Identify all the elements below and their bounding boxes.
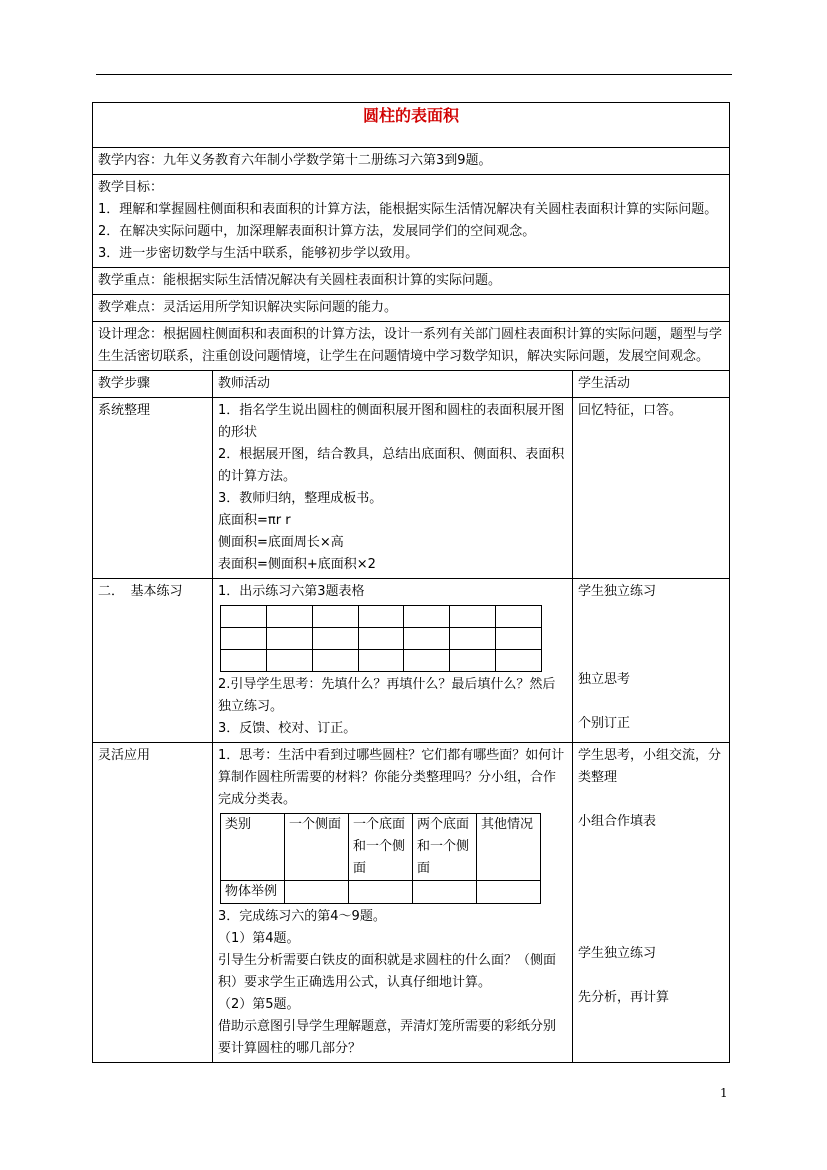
class-row-label: 物体举例	[221, 881, 285, 904]
difficulty: 教学难点：灵活运用所学知识解决实际问题的能力。	[93, 295, 730, 322]
teacher-activity	[213, 743, 573, 1063]
objective-item: 2．在解决实际问题中，加深理解表面积计算方法，发展同学们的空间观念。	[98, 224, 536, 239]
header-student: 学生活动	[573, 371, 730, 398]
header-rule	[96, 74, 732, 75]
teacher-line: 1．指名学生说出圆柱的侧面积展开图和圆柱的表面积展开图的形状	[218, 403, 565, 440]
design-concept: 设计理念：根据圆柱侧面积和表面积的计算方法，设计一系列有关部门圆柱表面积计算的实际问题，题型与学生生活密切联系，注重创设问题情境，让学生在问题情境中学习数学知识，解决实际问题，发展空间观念。	[93, 322, 730, 371]
header-steps: 教学步骤	[93, 371, 213, 398]
step-label: 系统整理	[93, 398, 213, 579]
question-5-text: 借助示意图引导学生理解题意，弄清灯笼所需要的彩纸分别要计算圆柱的哪几部分？	[218, 1019, 557, 1056]
page-title: 圆柱的表面积	[93, 103, 730, 148]
class-header: 两个底面和一个侧面	[413, 814, 477, 881]
teacher-line: 1．思考：生活中看到过哪些圆柱？它们都有哪些面？如何计算制作圆柱所需要的材料？你能分类整理吗？分小组，合作完成分类表。	[218, 748, 565, 807]
student-line: 先分析，再计算	[578, 990, 670, 1005]
teacher-line: 1．出示练习六第3题表格	[218, 584, 365, 599]
class-header: 一个侧面	[285, 814, 349, 881]
question-4: （1）第4题。	[218, 931, 300, 946]
objective-item: 1．理解和掌握圆柱侧面积和表面积的计算方法，能根据实际生活情况解决有关圆柱表面积计算的实际问题。	[98, 202, 718, 217]
teacher-line: 3．教师归纳，整理成板书。	[218, 491, 383, 506]
question-4-text: 引导生分析需要白铁皮的面积就是求圆柱的什么面？（侧面积）要求学生正确选用公式，认真仔细地计算。	[218, 953, 557, 990]
lesson-plan-table	[92, 102, 730, 1063]
student-activity	[573, 579, 730, 743]
header-teacher: 教师活动	[213, 371, 573, 398]
teacher-line: 2.引导学生思考：先填什么？再填什么？最后填什么？然后独立练习。	[218, 677, 556, 714]
student-line: 独立思考	[578, 672, 631, 687]
page-number: 1	[720, 1086, 728, 1100]
class-header: 其他情况	[477, 814, 541, 881]
step-label: 灵活应用	[93, 743, 213, 1063]
teacher-activity	[213, 579, 573, 743]
teaching-content: 教学内容：九年义务教育六年制小学数学第十二册练习六第3到9题。	[93, 148, 730, 175]
student-line: 小组合作填表	[578, 814, 657, 829]
student-line: 学生思考，小组交流，分类整理	[578, 748, 722, 785]
student-line: 学生独立练习	[578, 584, 657, 599]
formula-lateral-area: 侧面积=底面周长×高	[218, 535, 344, 550]
teacher-line: 3．完成练习六的第4～9题。	[218, 909, 386, 924]
formula-base-area: 底面积=πr r	[218, 513, 291, 528]
teacher-activity	[213, 398, 573, 579]
objective-item: 3．进一步密切数学与生活中联系，能够初步学以致用。	[98, 246, 419, 261]
objectives-heading: 教学目标：	[98, 180, 164, 195]
teaching-objectives	[93, 175, 730, 268]
teacher-line: 2．根据展开图，结合教具，总结出底面积、侧面积、表面积的计算方法。	[218, 447, 565, 484]
question-5: （2）第5题。	[218, 997, 300, 1012]
classification-table	[220, 813, 541, 904]
student-activity	[573, 743, 730, 1063]
class-header: 一个底面和一个侧面	[349, 814, 413, 881]
step-label: 二． 基本练习	[93, 579, 213, 743]
student-line: 学生独立练习	[578, 946, 657, 961]
student-line: 个别订正	[578, 716, 631, 731]
exercise-blank-table	[220, 605, 542, 672]
class-header: 类别	[221, 814, 285, 881]
student-activity: 回忆特征，口答。	[573, 398, 730, 579]
key-point: 教学重点：能根据实际生活情况解决有关圆柱表面积计算的实际问题。	[93, 268, 730, 295]
formula-surface-area: 表面积=侧面积+底面积×2	[218, 557, 376, 572]
teacher-line: 3．反馈、校对、订正。	[218, 721, 357, 736]
